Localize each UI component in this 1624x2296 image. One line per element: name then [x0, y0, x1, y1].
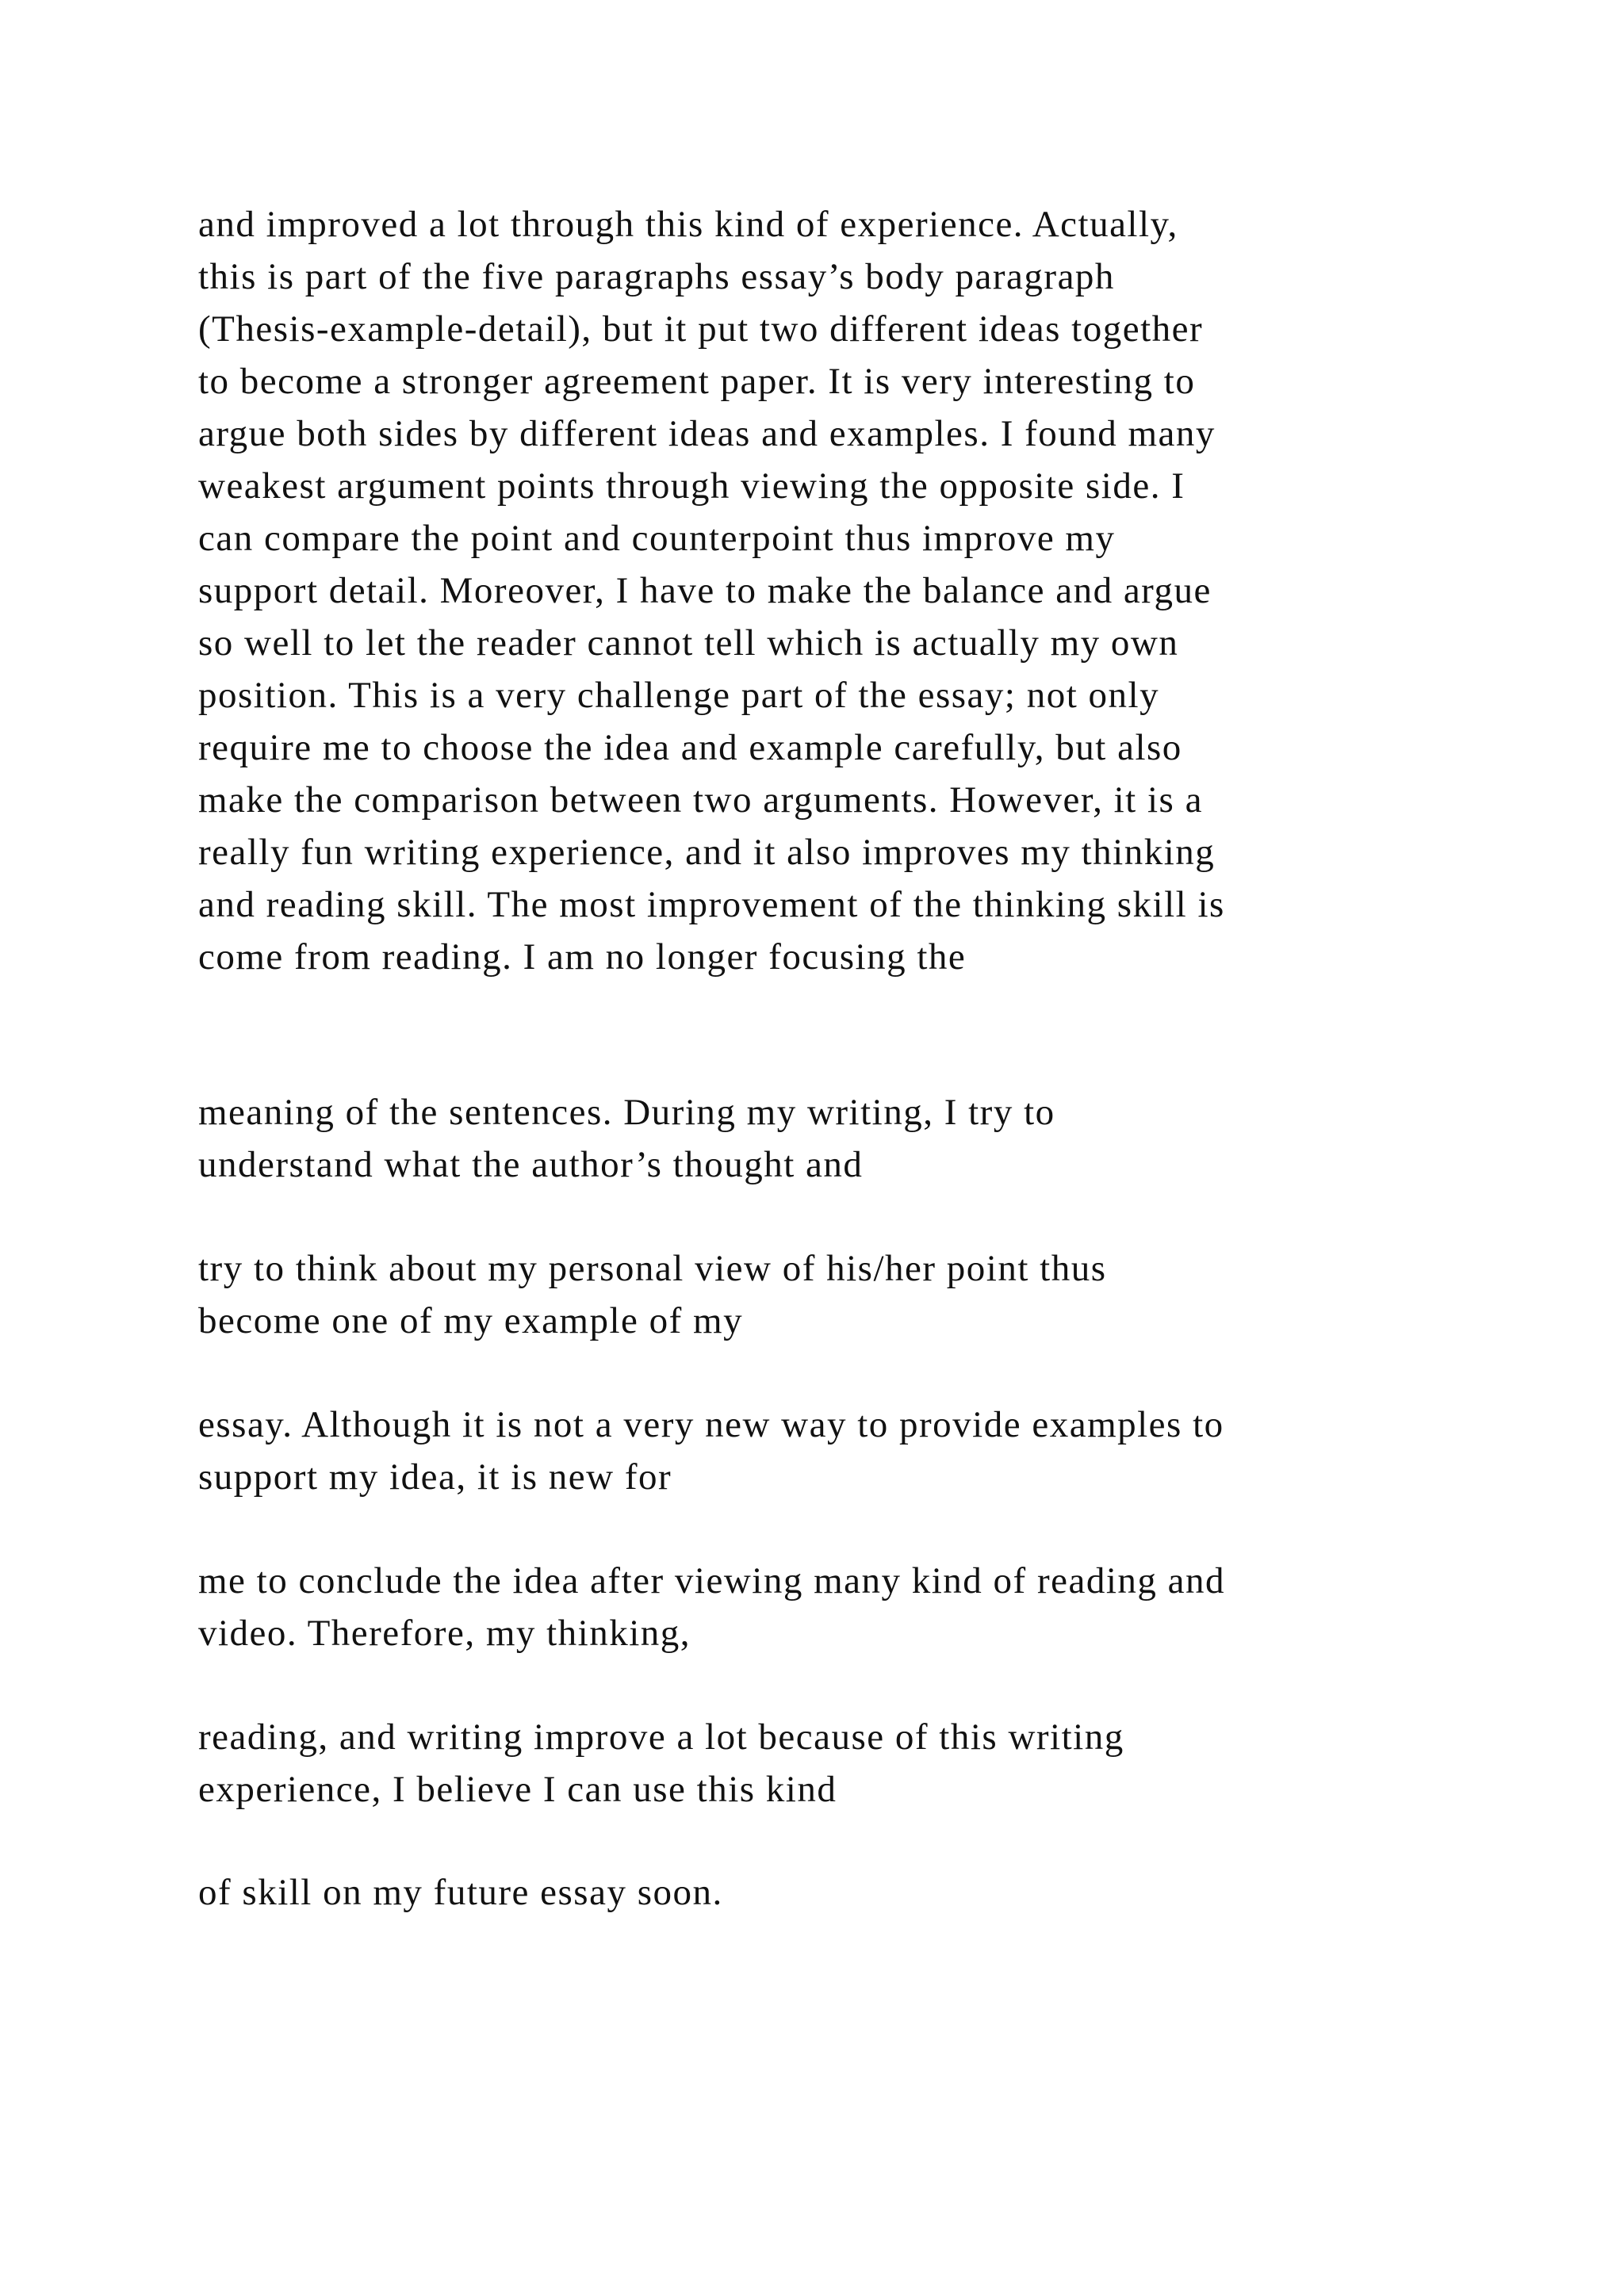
text-line: argue both sides by different ideas and examples. I found many [198, 413, 1216, 454]
text-line: try to think about my personal view of his/her point thus [198, 1248, 1107, 1289]
text-line: experience, I believe I can use this kind [198, 1769, 837, 1810]
text-line: really fun writing experience, and it also improves my thinking [198, 832, 1216, 873]
text-line: understand what the author’s thought and [198, 1144, 864, 1185]
text-line: and improved a lot through this kind of experience. Actually, [198, 204, 1178, 245]
paragraph-6 [198, 1711, 1124, 1816]
text-line: can compare the point and counterpoint thus improve my [198, 518, 1116, 559]
text-line: weakest argument points through viewing the opposite side. I [198, 465, 1185, 507]
text-line: become one of my example of my [198, 1300, 744, 1341]
text-line: to become a stronger agreement paper. It is very interesting to [198, 361, 1196, 402]
paragraph-7 [198, 1866, 723, 1919]
text-line: position. This is a very challenge part of the essay; not only [198, 675, 1160, 716]
paragraph-2 [198, 1086, 1055, 1191]
paragraph-main [198, 198, 1225, 983]
paragraph-5 [198, 1555, 1225, 1659]
text-line: require me to choose the idea and example carefully, but also [198, 727, 1182, 768]
text-line: reading, and writing improve a lot because of this writing [198, 1716, 1124, 1758]
paragraph-4 [198, 1399, 1224, 1503]
text-line: (Thesis-example-detail), but it put two different ideas together [198, 308, 1204, 350]
text-line: so well to let the reader cannot tell which is actually my own [198, 622, 1179, 664]
text-line: me to conclude the idea after viewing many kind of reading and [198, 1560, 1225, 1601]
paragraph-3 [198, 1242, 1106, 1347]
text-line: video. Therefore, my thinking, [198, 1613, 691, 1654]
text-line: essay. Although it is not a very new way to provide examples to [198, 1404, 1224, 1445]
text-line: come from reading. I am no longer focusing the [198, 936, 967, 978]
text-line: and reading skill. The most improvement of the thinking skill is [198, 884, 1225, 925]
text-line: make the comparison between two arguments. However, it is a [198, 779, 1203, 821]
text-line: meaning of the sentences. During my writing, I try to [198, 1092, 1055, 1133]
text-line: support my idea, it is new for [198, 1456, 672, 1498]
text-line: support detail. Moreover, I have to make the balance and argue [198, 570, 1212, 611]
text-line: of skill on my future essay soon. [198, 1872, 723, 1913]
text-line: this is part of the five paragraphs essay’s body paragraph [198, 256, 1115, 297]
